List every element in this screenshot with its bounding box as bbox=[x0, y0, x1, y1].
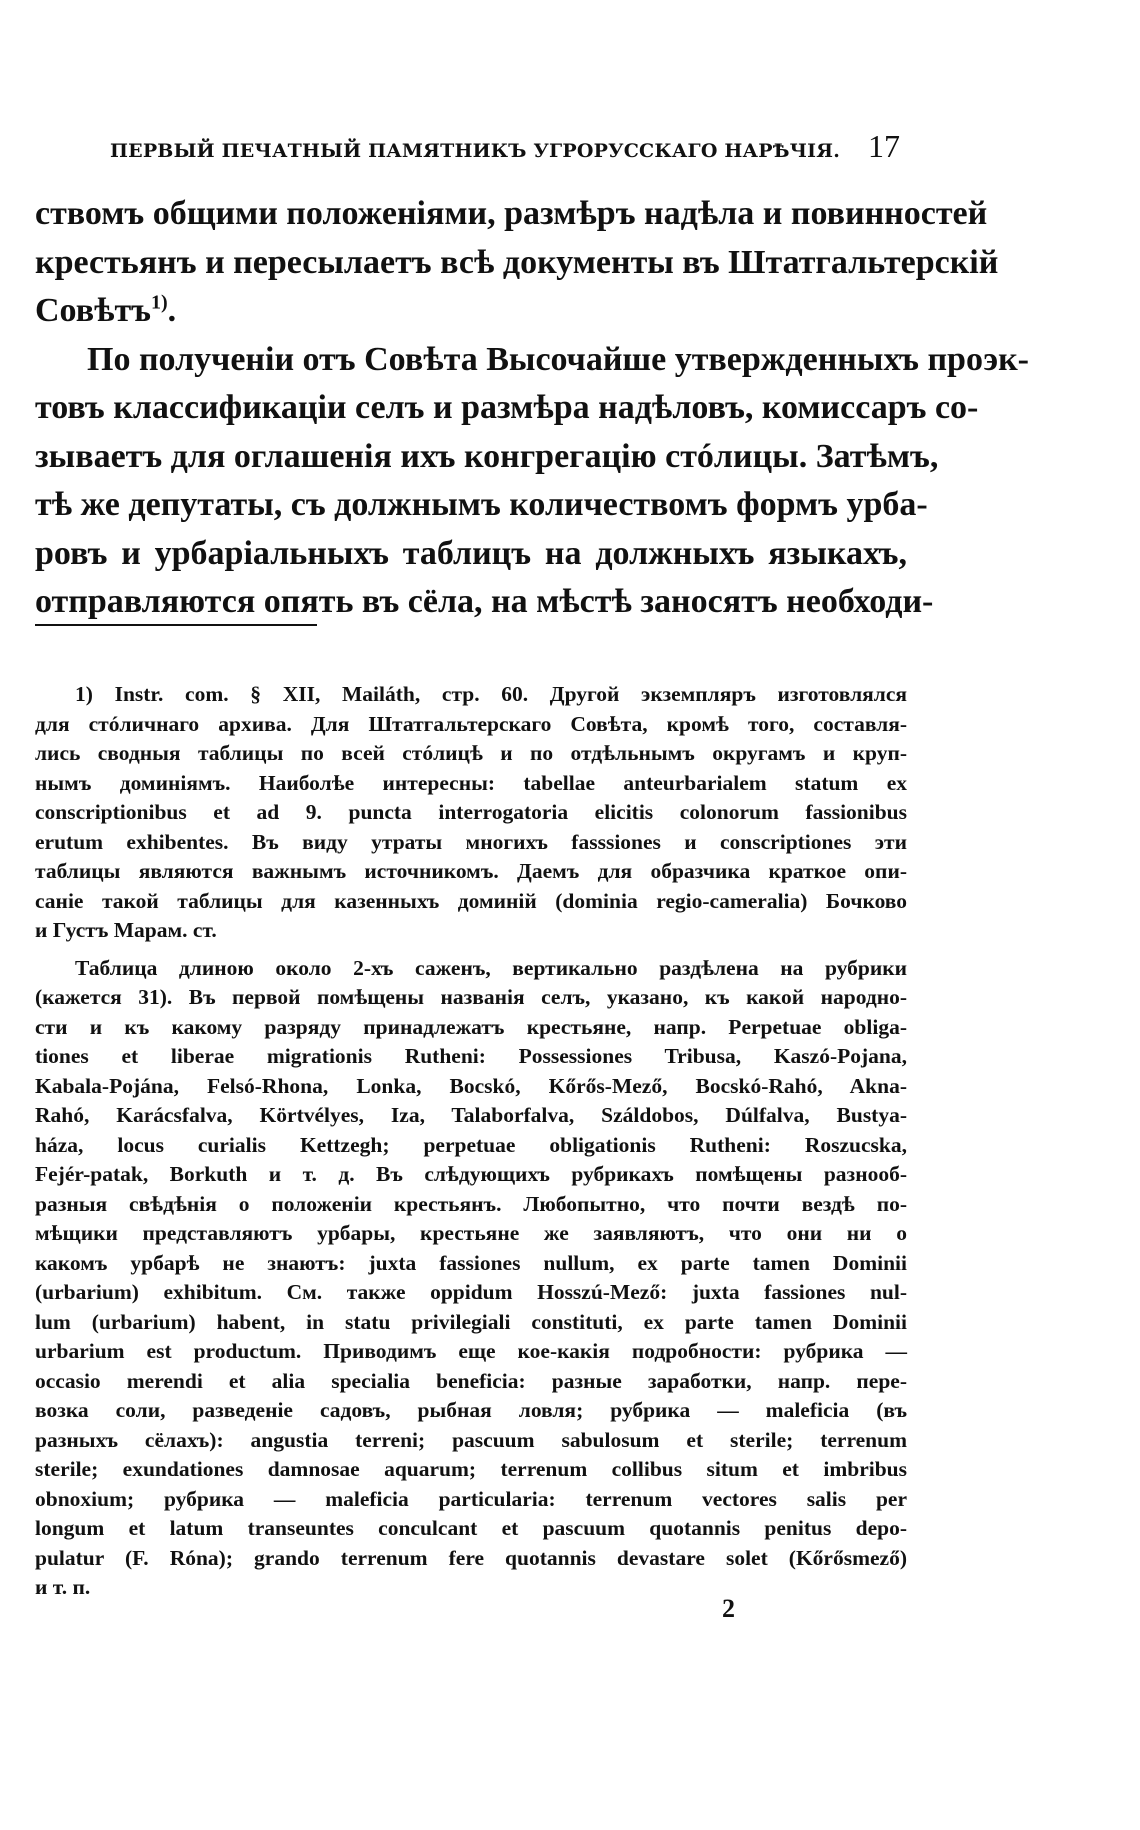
text-line: тѣ же депутаты, съ должнымъ количествомъ формъ урба- bbox=[35, 486, 928, 523]
footnote-line: разныя свѣдѣнія о положеніи крестьянъ. Любопытно, что почти вездѣ по- bbox=[35, 1191, 907, 1216]
footnote-line: и Густъ Марам. ст. bbox=[35, 918, 217, 942]
text-line: отправляются опять въ сёла, на мѣстѣ заносятъ необходи- bbox=[35, 583, 934, 620]
footnote-line: (кажется 31). Въ первой помѣщены названія селъ, указано, къ какой народно- bbox=[35, 985, 907, 1009]
footnote-line: Fejér-patak, Borkuth и т. д. Въ слѣдующихъ рубрикахъ помѣщены разнооб- bbox=[35, 1162, 907, 1186]
footnote-divider bbox=[35, 624, 317, 626]
footnote-line: нымъ доминіямъ. Наиболѣе интересны: tabellae anteurbarialem statum ex bbox=[35, 770, 907, 795]
footnote-line: для стóличнаго архива. Для Штатгальтерскаго Совѣта, кромѣ того, составля- bbox=[35, 711, 907, 736]
footnote-line: erutum exhibentes. Въ виду утраты многихъ fasssiones и conscriptiones эти bbox=[35, 829, 907, 854]
footnote-line: urbarium est productum. Приводимъ еще кое-какія подробности: рубрика — bbox=[35, 1339, 907, 1363]
text-line: зываетъ для оглашенія ихъ конгрегацію стóлицы. Затѣмъ, bbox=[35, 437, 939, 475]
footnote-line: какомъ урбарѣ не знаютъ: juxta fassiones nullum, ex parte tamen Dominii bbox=[35, 1250, 907, 1275]
footnote-line: таблицы являются важнымъ источникомъ. Даемъ для образчика краткое опи- bbox=[35, 859, 907, 883]
footnote-line: лись сводныя таблицы по всей стóлицѣ и по отдѣльнымъ округамъ и круп- bbox=[35, 741, 907, 765]
footnote-line: Rahó, Karácsfalva, Körtvélyes, Iza, Talaborfalva, Száldobos, Dúlfalva, Bustya- bbox=[35, 1103, 907, 1127]
footnote-line: occasio merendi et alia specialia beneficia: разные заработки, напр. пере- bbox=[35, 1368, 907, 1393]
text-line: крестьянъ и пересылаетъ всѣ документы въ Штатгальтерскій bbox=[35, 243, 999, 281]
footnote-line: 1) Instr. com. § XII, Mailáth, стр. 60. Другой экземпляръ изготовлялся bbox=[75, 682, 907, 706]
footnote-reference[interactable]: 1) bbox=[151, 291, 168, 314]
footnote-line: и т. п. bbox=[35, 1575, 91, 1599]
footnote-line: сти и къ какому разряду принадлежатъ крестьяне, напр. Perpetuae obliga- bbox=[35, 1014, 907, 1039]
footnote-line: tiones et liberae migrationis Rutheni: Possessiones Tribusa, Kaszó-Pojana, bbox=[35, 1044, 907, 1068]
text-line: ровъ и урбаріальныхъ таблицъ на должныхъ языкахъ, bbox=[35, 534, 907, 572]
footnote-line: háza, locus curialis Kettzegh; perpetuae obligationis Rutheni: Roszucska, bbox=[35, 1132, 907, 1157]
page-number: 17 bbox=[868, 128, 900, 164]
running-head bbox=[110, 128, 900, 168]
signature-mark: 2 bbox=[722, 1594, 735, 1623]
footnote-line: Таблица длиною около 2-хъ саженъ, вертикально раздѣлена на рубрики bbox=[75, 955, 907, 980]
text-line: ствомъ общими положеніями, размѣръ надѣла и повинностей bbox=[35, 195, 988, 232]
footnote-line: саніе такой таблицы для казенныхъ доминій (dominia regio-cameralia) Бочково bbox=[35, 888, 907, 913]
footnote-line: Kabala-Pojána, Felsó-Rhona, Lonka, Bocskó, Kőrős-Mező, Bocskó-Rahó, Akna- bbox=[35, 1073, 907, 1098]
text-line: товъ классификаціи селъ и размѣра надѣловъ, комиссаръ со- bbox=[35, 389, 979, 426]
footnote-line: lum (urbarium) habent, in statu privilegiali constituti, ex parte tamen Dominii bbox=[35, 1309, 907, 1334]
footnotes bbox=[35, 680, 907, 1603]
paragraph-gap bbox=[35, 946, 907, 954]
running-title: ПЕРВЫЙ ПЕЧАТНЫЙ ПАМЯТНИКЪ УГРОРУССКАГО НАРѢЧІЯ. bbox=[110, 140, 841, 162]
footnote-line: мѣщики представляютъ урбары, крестьяне же заявляютъ, что они ни о bbox=[35, 1221, 907, 1245]
footnote-line: возка соли, разведеніе садовъ, рыбная ловля; рубрика — maleficia (въ bbox=[35, 1398, 907, 1422]
footnote-line: longum et latum transeuntes conculcant et pascuum quotannis penitus depo- bbox=[35, 1516, 907, 1540]
footnote-line: разныхъ сёлахъ): angustia terreni; pascuum sabulosum et sterile; terrenum bbox=[35, 1427, 907, 1452]
footnote-line: pulatur (F. Róna); grando terrenum fere quotannis devastare solet (Kőrősmező) bbox=[35, 1545, 907, 1570]
main-text bbox=[35, 190, 1029, 627]
text-line: Совѣтъ$^{1)}$. bbox=[35, 291, 177, 329]
text-line-words: Совѣтъ bbox=[35, 292, 151, 329]
footnote-line: obnoxium; рубрика — maleficia particularia: terrenum vectores salis per bbox=[35, 1486, 907, 1511]
footnote-line: conscriptionibus et ad 9. puncta interrogatoria elicitis colonorum fassionibus bbox=[35, 800, 907, 824]
footnote-line: sterile; exundationes damnosae aquarum; terrenum collibus situm et imbribus bbox=[35, 1457, 907, 1481]
footnote-line: (urbarium) exhibitum. См. также oppidum Hosszú-Mező: juxta fassiones nul- bbox=[35, 1280, 907, 1304]
text-line: По полученіи отъ Совѣта Высочайше утвержденныхъ проэк- bbox=[87, 340, 1029, 378]
